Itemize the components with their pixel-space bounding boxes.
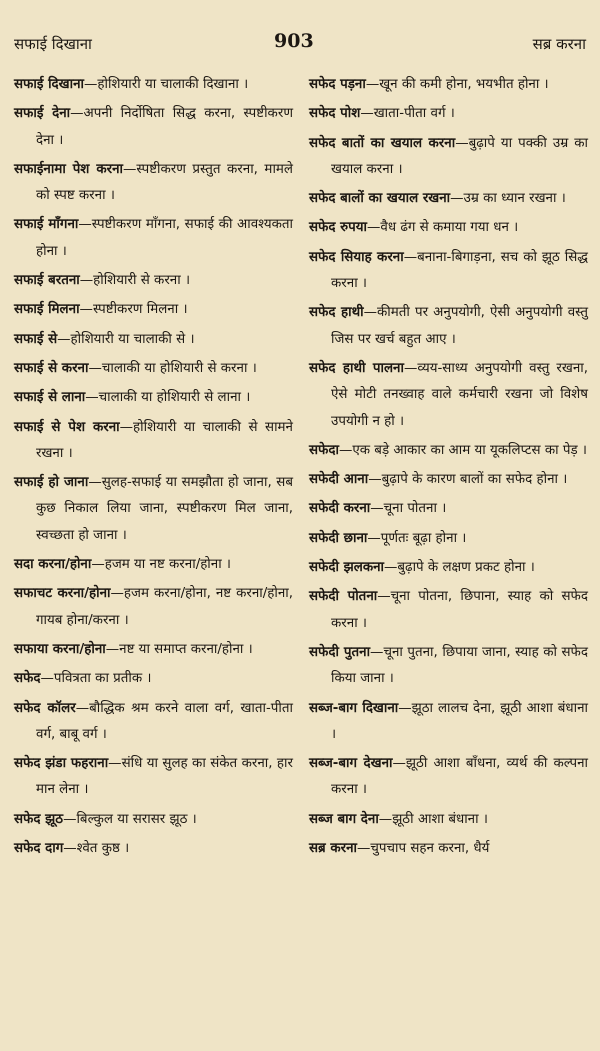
dictionary-entry xyxy=(309,526,588,552)
entry-definition: —चालाकी या होशियारी से करना । xyxy=(88,360,257,376)
entry-headword: सफेदा xyxy=(309,442,339,458)
entry-headword: सफाई से करना xyxy=(14,360,89,376)
entry-headword: सफाई देना xyxy=(14,106,71,122)
entry-definition: —सुलह-सफाई या समझौता हो जाना, सब कुछ निकाल लिया जाना, स्पष्टीकरण मिल जाना, स्वच्छता हो जाना । xyxy=(36,475,293,543)
entry-headword: सफाई से लाना xyxy=(14,390,86,406)
dictionary-entry xyxy=(309,807,588,833)
dictionary-entry xyxy=(309,696,588,749)
dictionary-entry xyxy=(309,496,588,522)
right-column xyxy=(309,72,588,865)
entry-definition: —चूना पोतना, छिपाना, स्याह को सफेद करना । xyxy=(331,589,588,631)
entry-definition: —स्पष्टीकरण मिलना । xyxy=(79,302,188,318)
entry-definition: —बनाना-बिगाड़ना, सच को झूठ सिद्ध करना । xyxy=(331,249,588,292)
dictionary-entry xyxy=(309,438,588,464)
entry-headword: सदा करना/होना xyxy=(14,557,92,573)
entry-headword: सब्ज बाग देना xyxy=(309,811,379,827)
entry-headword: सफाई मिलना xyxy=(14,302,80,318)
page-number: 903 xyxy=(274,30,314,52)
entry-definition: —बिल्कुल या सरासर झूठ । xyxy=(63,811,197,827)
dictionary-entry xyxy=(309,186,588,212)
entry-headword: सफाचट करना/होना xyxy=(14,586,111,602)
dictionary-entry xyxy=(309,751,588,804)
entry-headword: सफेदी झलकना xyxy=(309,560,385,576)
entry-headword: सब्र करना xyxy=(309,841,358,857)
dictionary-entry xyxy=(309,356,588,435)
dictionary-entry xyxy=(309,245,588,298)
dictionary-entry xyxy=(14,637,293,663)
entry-headword: सफेद कॉलर xyxy=(14,700,76,716)
dictionary-entry xyxy=(14,212,293,265)
dictionary-entry xyxy=(14,807,293,833)
dictionary-entry xyxy=(309,131,588,184)
entry-headword: सफेद बालों का खयाल रखना xyxy=(309,191,451,207)
running-head-right: सब्र करना xyxy=(532,35,586,53)
entry-headword: सफाई से पेश करना xyxy=(14,419,120,435)
entry-definition: —एक बड़े आकार का आम या यूकलिप्टस का पेड़ । xyxy=(338,442,587,458)
dictionary-entry xyxy=(309,555,588,581)
entry-headword: सफाई बरतना xyxy=(14,273,80,289)
dictionary-entry xyxy=(14,385,293,411)
dictionary-entry xyxy=(14,836,293,862)
dictionary-entry xyxy=(14,581,293,634)
entry-definition: —हजम या नष्ट करना/होना । xyxy=(91,557,232,573)
columns xyxy=(14,72,588,865)
entry-headword: सफेदी छाना xyxy=(309,530,368,546)
entry-headword: सफेद झंडा फहराना xyxy=(14,756,109,772)
entry-definition: —पवित्रता का प्रतीक । xyxy=(40,671,152,687)
dictionary-entry xyxy=(14,72,293,98)
dictionary-entry xyxy=(309,300,588,353)
entry-definition: —हजम करना/होना, नष्ट करना/होना, गायब होना/करना । xyxy=(36,586,294,628)
entry-definition: —कीमती पर अनुपयोगी, ऐसी अनुपयोगी वस्तु जिस पर खर्च बहुत आए । xyxy=(331,305,588,347)
dictionary-entry xyxy=(14,696,293,749)
entry-definition: —श्वेत कुष्ठ । xyxy=(63,841,130,857)
dictionary-entry xyxy=(14,268,293,294)
entry-definition: —वैध ढंग से कमाया गया धन । xyxy=(367,220,519,236)
entry-definition: —चूना पुतना, छिपाया जाना, स्याह को सफेद किया जाना । xyxy=(331,644,588,687)
entry-definition: —होशियारी से करना । xyxy=(79,273,191,289)
entry-definition: —स्पष्टीकरण प्रस्तुत करना, मामले को स्पष्ट करना । xyxy=(36,161,293,204)
entry-definition: —झूठी आशा बाँधना, व्यर्थ की कल्पना करना । xyxy=(331,756,588,798)
entry-headword: सफेद दाग xyxy=(14,841,64,857)
dictionary-entry xyxy=(14,327,293,353)
entry-definition: —उम्र का ध्यान रखना । xyxy=(450,191,566,207)
dictionary-entry xyxy=(309,836,588,862)
entry-headword: सब्ज-बाग देखना xyxy=(309,756,393,772)
entry-definition: —चूना पोतना । xyxy=(370,501,447,517)
entry-headword: सफाई माँगना xyxy=(14,217,79,233)
dictionary-entry xyxy=(309,101,588,127)
dictionary-entry xyxy=(14,751,293,804)
entry-headword: सफाई से xyxy=(14,331,58,347)
entry-definition: —खून की कमी होना, भयभीत होना । xyxy=(365,77,549,92)
dictionary-entry xyxy=(14,470,293,549)
dictionary-entry xyxy=(309,584,588,637)
dictionary-entry xyxy=(14,356,293,382)
entry-headword: सफाई दिखाना xyxy=(14,77,84,92)
entry-headword: सफेद हाथी पालना xyxy=(309,360,404,376)
entry-headword: सफेद बातों का खयाल करना xyxy=(309,135,456,151)
entry-definition: —चुपचाप सहन करना, धैर्य xyxy=(357,841,490,857)
entry-definition: —बुढ़ापे के लक्षण प्रकट होना । xyxy=(384,560,535,576)
entry-definition: —अपनी निर्दोषिता सिद्ध करना, स्पष्टीकरण देना । xyxy=(36,106,294,148)
entry-definition: —पूर्णतः बूढ़ा होना । xyxy=(367,530,467,546)
entry-headword: सफेद पोश xyxy=(309,106,361,122)
left-column xyxy=(14,72,293,865)
entry-headword: सफेद xyxy=(14,671,41,687)
entry-headword: सफाई हो जाना xyxy=(14,475,89,491)
entry-headword: सब्ज-बाग दिखाना xyxy=(309,700,399,716)
dictionary-entry xyxy=(309,215,588,241)
entry-headword: सफेदी पुतना xyxy=(309,644,371,660)
entry-headword: सफाईनामा पेश करना xyxy=(14,161,123,177)
entry-headword: सफेदी करना xyxy=(309,501,371,517)
dictionary-entry xyxy=(309,640,588,693)
entry-headword: सफेद पड़ना xyxy=(309,77,366,92)
dictionary-entry xyxy=(309,72,588,98)
entry-definition: —चालाकी या होशियारी से लाना । xyxy=(85,390,251,406)
entry-headword: सफेद झूठ xyxy=(14,811,64,827)
entry-headword: सफेद सियाह करना xyxy=(309,249,404,265)
entry-definition: —बुढ़ापे के कारण बालों का सफेद होना । xyxy=(368,472,568,488)
entry-headword: सफेदी आना xyxy=(309,472,369,488)
entry-headword: सफेद रुपया xyxy=(309,220,367,236)
entry-headword: सफेदी पोतना xyxy=(309,589,378,605)
entry-definition: —संधि या सुलह का संकेत करना, हार मान लेना । xyxy=(36,756,293,798)
entry-headword: सफाया करना/होना xyxy=(14,641,106,657)
entry-definition: —होशियारी या चालाकी से । xyxy=(57,331,195,347)
dictionary-entry xyxy=(14,101,293,154)
dictionary-entry xyxy=(14,297,293,323)
dictionary-entry xyxy=(309,467,588,493)
entry-definition: —स्पष्टीकरण माँगना, सफाई की आवश्यकता होना । xyxy=(36,217,293,259)
entry-definition: —झूठा लालच देना, झूठी आशा बंधाना । xyxy=(331,700,588,742)
dictionary-entry xyxy=(14,157,293,210)
entry-definition: —व्यय-साध्य अनुपयोगी वस्तु रखना, ऐसे मोटी तनख्वाह वाले कर्मचारी रखना जो विशेष उपयोगी न हो । xyxy=(331,360,589,429)
entry-definition: —होशियारी या चालाकी दिखाना । xyxy=(83,77,249,92)
dictionary-entry xyxy=(14,552,293,578)
entry-definition: —खाता-पीता वर्ग । xyxy=(360,106,455,122)
entry-definition: —बुढ़ापे या पक्की उम्र का खयाल करना । xyxy=(331,135,588,177)
entry-definition: —होशियारी या चालाकी से सामने रखना । xyxy=(36,419,293,461)
entry-definition: —बौद्धिक श्रम करने वाला वर्ग, खाता-पीता वर्ग, बाबू वर्ग । xyxy=(36,700,293,742)
dictionary-entry xyxy=(14,666,293,692)
dictionary-entry xyxy=(14,415,293,468)
entry-definition: —झूठी आशा बंधाना । xyxy=(378,811,488,827)
entry-headword: सफेद हाथी xyxy=(309,305,364,321)
entry-definition: —नष्ट या समाप्त करना/होना । xyxy=(105,641,253,657)
running-head-left: सफाई दिखाना xyxy=(14,35,92,53)
